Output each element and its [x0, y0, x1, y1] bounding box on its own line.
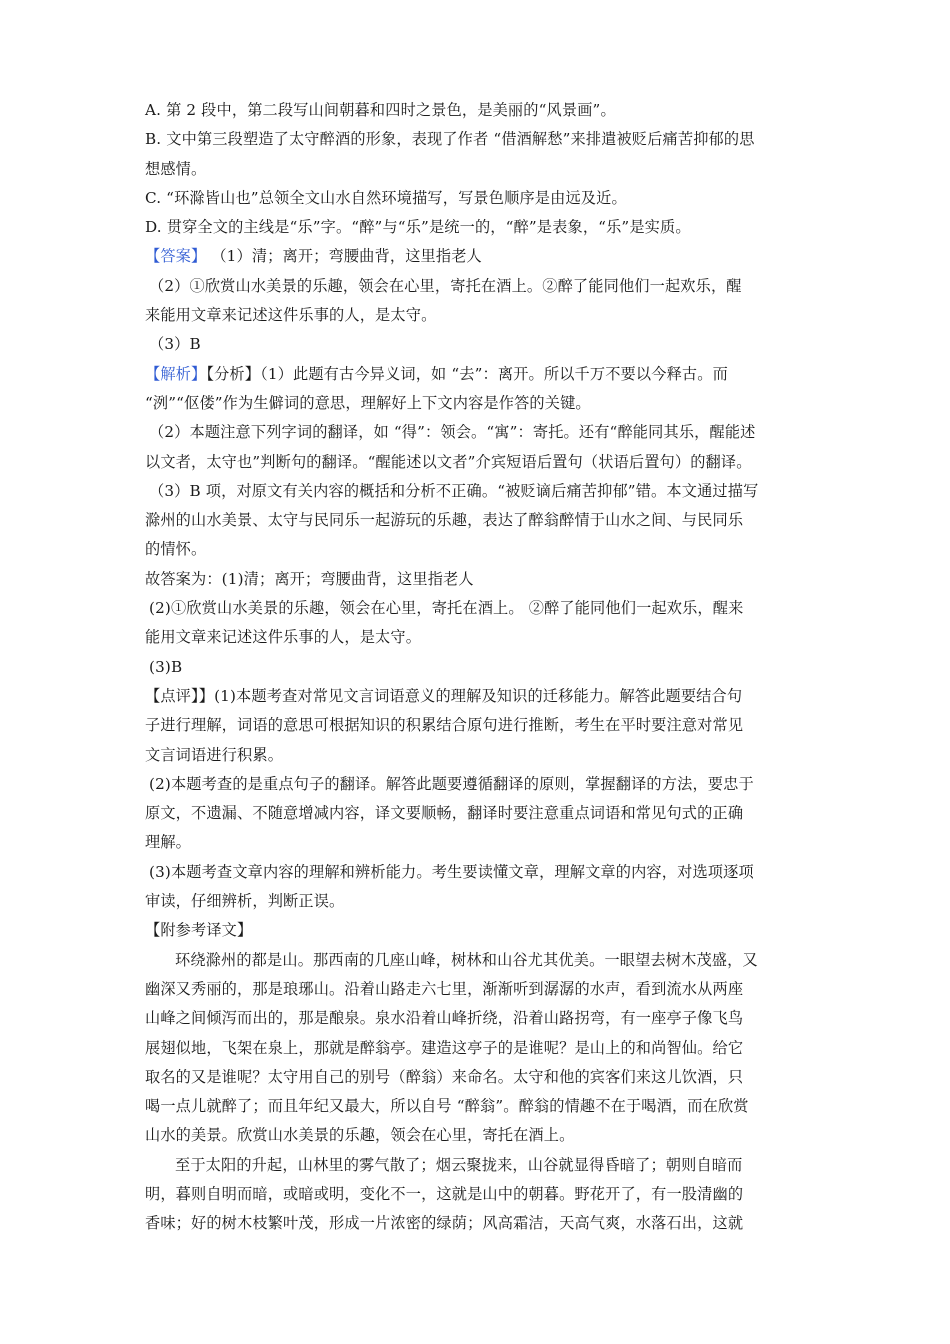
comment-line-5: 原文，不遗漏、不随意增减内容，译文要顺畅，翻译时要注意重点词语和常见句式的正确: [145, 804, 744, 823]
comment-line-2: 子进行理解，词语的意思可根据知识的积累结合原句进行推断，考生在平时要注意对常见: [145, 716, 744, 735]
answer-line-2: （2）①欣赏山水美景的乐趣，领会在心里，寄托在酒上。②醉了能同他们一起欢乐，醒: [149, 276, 742, 295]
option-d: D. 贯穿全文的主线是“乐”字。“醉”与“乐”是统一的，“醉”是表象，“乐”是实质。: [145, 218, 691, 237]
translation-p1-line-1: 环绕滁州的都是山。那西南的几座山峰，树林和山谷尤其优美。一眼望去树木茂盛，又: [175, 950, 758, 969]
translation-p2-line-3: 香味；好的树木枝繁叶茂，形成一片浓密的绿荫；风高霜洁，天高气爽，水落石出，这就: [145, 1214, 744, 1233]
comment-line-7: (3)本题考查文章内容的理解和辨析能力。考生要读懂文章，理解文章的内容，对选项逐项: [149, 862, 754, 881]
translation-p1-line-6: 喝一点儿就醉了；而且年纪又最大，所以自号 “醉翁”。醉翁的情趣不在于喝酒，而在欣赏: [145, 1097, 749, 1116]
comment-line-8: 审读，仔细辨析，判断正误。: [145, 892, 345, 911]
translation-p2-line-2: 明，暮则自明而暗，或暗或明，变化不一，这就是山中的朝暮。野花开了，有一股清幽的: [145, 1184, 744, 1203]
option-a: A. 第 2 段中，第二段写山间朝暮和四时之景色，是美丽的“风景画”。: [145, 101, 616, 119]
option-c: C. “环滁皆山也”总领全文山水自然环境描写，写景色顺序是由远及近。: [145, 188, 627, 207]
analysis-line-3: （2）本题注意下列字词的翻译，如 “得”：领会。“寓”：寄托。还有“醉能同其乐，醒能述: [149, 423, 756, 442]
analysis-line-5: （3）B 项，对原文有关内容的概括和分析不正确。“被贬谪后痛苦抑郁”错。本文通过描写: [149, 481, 759, 500]
translation-p1-line-7: 山水的美景。欣赏山水美景的乐趣，领会在心里，寄托在酒上。: [145, 1126, 575, 1145]
analysis-line-10: 能用文章来记述这件乐事的人，是太守。: [145, 628, 422, 647]
translation-heading: 【附参考译文】: [145, 921, 253, 940]
translation-p2-line-1: 至于太阳的升起，山林里的雾气散了；烟云聚拢来，山谷就显得昏暗了；朝则自暗而: [175, 1155, 743, 1174]
translation-p1-line-4: 展翅似地，飞架在泉上，那就是醉翁亭。建造这亭子的是谁呢？是山上的和尚智仙。给它: [145, 1038, 744, 1057]
document-page: [145, 96, 810, 1239]
translation-p1-line-2: 幽深又秀丽的，那是琅琊山。沿着山路走六七里，渐渐听到潺潺的水声，看到流水从两座: [145, 979, 744, 998]
translation-p1-line-3: 山峰之间倾泻而出的，那是酿泉。泉水沿着山峰折绕，沿着山路拐弯，有一座亭子像飞鸟: [145, 1009, 744, 1028]
comment-line-4: (2)本题考查的是重点句子的翻译。解答此题要遵循翻译的原则，掌握翻译的方法，要忠于: [149, 774, 754, 793]
answer-line-4: （3）B: [149, 335, 201, 354]
analysis-line-4: 以文者，太守也”判断句的翻译。“醒能述以文者”介宾短语后置句（状语后置句）的翻译。: [145, 452, 752, 471]
comment-line-3: 文言词语进行积累。: [145, 745, 284, 764]
answer-line-1: [145, 242, 810, 271]
analysis-line-1: [145, 360, 810, 389]
analysis-tag: 【解析】: [145, 364, 207, 383]
analysis-line-9: (2)①欣赏山水美景的乐趣，领会在心里，寄托在酒上。 ②醉了能同他们一起欢乐，醒来: [149, 599, 744, 618]
option-b-line-1: B. 文中第三段塑造了太守醉酒的形象，表现了作者 “借酒解愁”来排遣被贬后痛苦抑郁的思: [145, 130, 755, 149]
answer-text-1: （1）清；离开；弯腰曲背，这里指老人: [206, 247, 482, 266]
analysis-text-1: （1）此题有古今异义词，如 “去”：离开。所以千万不要以今释古。而: [260, 364, 728, 383]
comment-line-1: 【点评】】(1)本题考查对常见文言词语意义的理解及知识的迁移能力。解答此题要结合句: [145, 686, 743, 705]
answer-line-3: 来能用文章来记述这件乐事的人，是太守。: [145, 306, 437, 325]
analysis-line-11: (3)B: [149, 657, 183, 676]
analysis-line-7: 的情怀。: [145, 540, 207, 559]
analysis-line-2: “洌”“伛偻”作为生僻词的意思，理解好上下文内容是作答的关键。: [145, 393, 591, 412]
analysis-line-6: 滁州的山水美景、太守与民同乐一起游玩的乐趣，表达了醉翁醉情于山水之间、与民同乐: [145, 511, 744, 530]
answer-tag: 【答案】: [145, 247, 207, 266]
analysis-line-8: 故答案为：(1)清；离开；弯腰曲背，这里指老人: [145, 569, 474, 588]
analysis-subtag: 【分析】: [206, 364, 261, 383]
translation-p1-line-5: 取名的又是谁呢？太守用自己的别号（醉翁）来命名。太守和他的宾客们来这儿饮酒，只: [145, 1067, 744, 1086]
comment-line-6: 理解。: [145, 833, 192, 852]
option-b-line-2: 想感情。: [145, 159, 207, 178]
